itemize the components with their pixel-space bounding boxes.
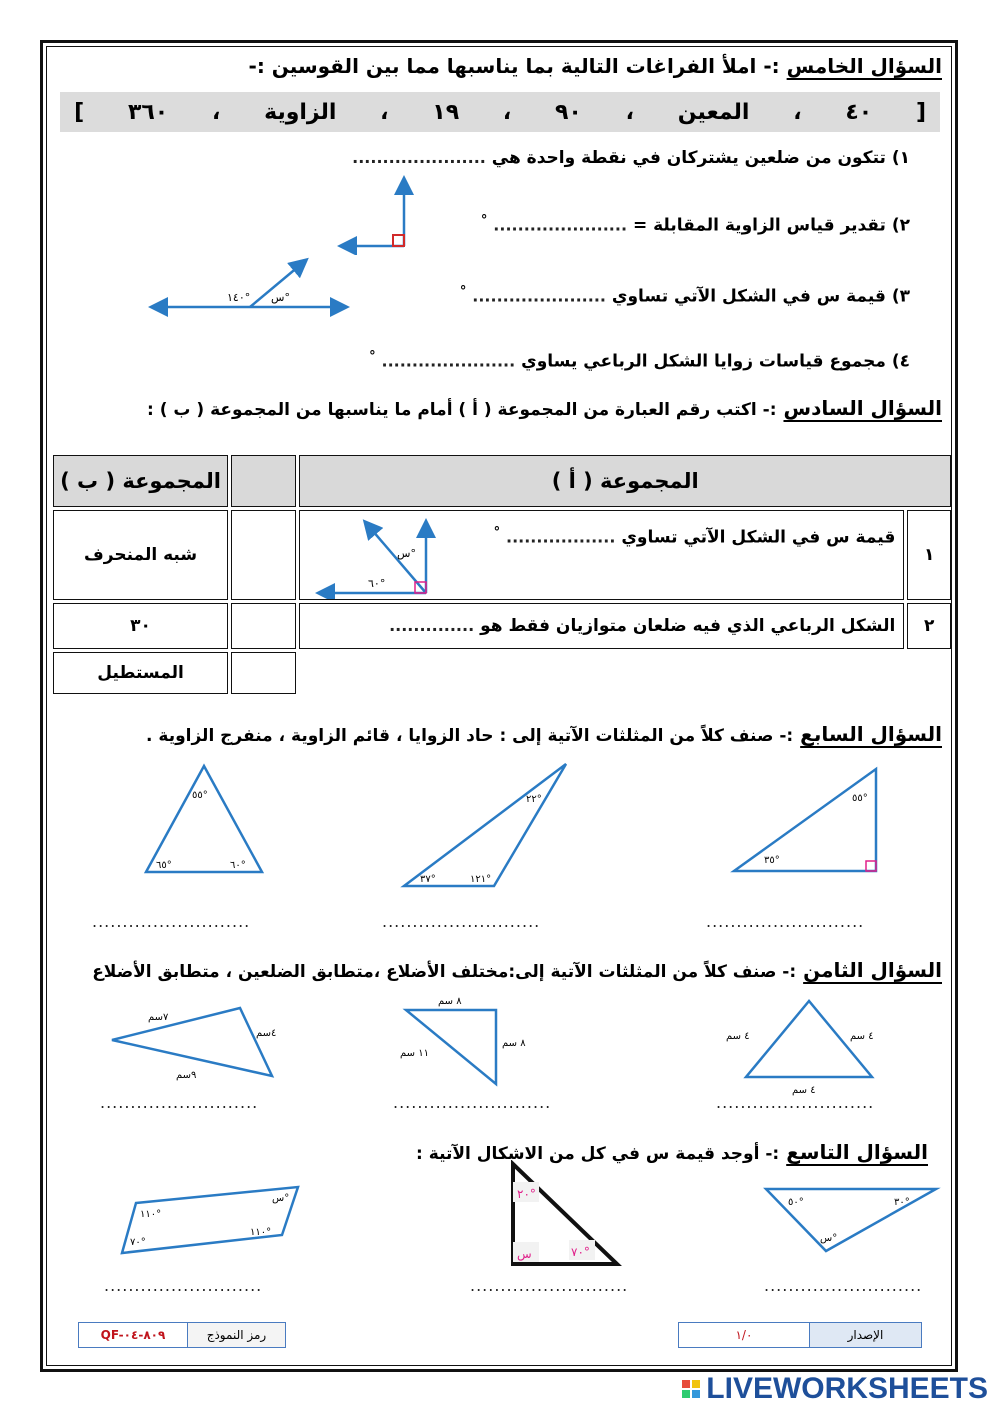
q6-title: السؤال السادس: [783, 396, 942, 420]
choice-item: ٣٦٠: [127, 99, 169, 125]
q9-blank-1[interactable]: ..........................: [104, 1276, 263, 1295]
page-inner-border: [46, 46, 952, 1366]
side-label: ٧سم: [148, 1012, 169, 1023]
version-label: الإصدار: [810, 1323, 921, 1347]
angle-label: ١١٠°: [140, 1209, 162, 1220]
choice-item: الزاوية: [264, 99, 337, 125]
row-blank: ..............: [389, 616, 475, 635]
angle-label: ٣٥°: [764, 855, 780, 866]
choice-sep: ،: [625, 99, 634, 125]
angle-140-figure: [145, 255, 360, 320]
choice-item: ٩٠: [555, 99, 582, 125]
answer-blank-2[interactable]: ......................: [493, 215, 628, 235]
item-number: ٤): [891, 351, 910, 372]
empty-cell: [299, 652, 951, 694]
q9-heading: [416, 1140, 928, 1164]
logo-icon: [682, 1380, 700, 1398]
side-label: ٤ سم: [792, 1085, 816, 1096]
header-empty: [231, 455, 296, 507]
item-number: ١): [891, 148, 910, 168]
q7-title: السؤال السابع: [800, 722, 942, 746]
q9-title: السؤال التاسع: [786, 1140, 928, 1164]
side-label: ١١ سم: [400, 1048, 429, 1059]
q5-item-4: [369, 349, 910, 372]
answer-cell-3[interactable]: [231, 652, 296, 694]
q8-triangle-isosceles: [396, 992, 546, 1087]
q5-heading: [249, 54, 942, 78]
bracket-open: [: [915, 99, 926, 125]
item-text: تقدير قياس الزاوية المقابلة =: [632, 215, 886, 236]
row-number-2: ٢: [907, 603, 951, 649]
angle-label: ٥٥°: [192, 790, 208, 801]
label-140: ١٤٠°: [227, 291, 251, 304]
form-code-value: QF-٨٠٩-٠٤: [79, 1323, 188, 1347]
version-box: [678, 1322, 922, 1348]
angle-label: ١٢١°: [470, 874, 492, 885]
group-b-item-1: شبه المنحرف: [53, 510, 228, 600]
side-label: ٨ سم: [438, 996, 462, 1007]
angle-label: ٧٠°: [571, 1245, 590, 1259]
q8-triangle-equilateral: [722, 995, 897, 1100]
answer-blank-1[interactable]: ......................: [352, 148, 486, 167]
answer-blank-4[interactable]: ......................: [381, 351, 516, 371]
label-x: س°: [397, 547, 417, 560]
group-b-item-2: ٣٠: [53, 603, 228, 649]
q5-title: السؤال الخامس: [786, 54, 942, 78]
group-a-item-2: [299, 603, 904, 649]
angle-label: ١١٠°: [250, 1227, 272, 1238]
angle-label: ٧٠°: [130, 1237, 146, 1248]
liveworksheets-logo: [682, 1372, 988, 1406]
q8-blank-3[interactable]: ..........................: [716, 1093, 875, 1112]
item-text: مجموع قياسات زوايا الشكل الرباعي يساوي: [521, 351, 886, 372]
form-code-label: رمز النموذج: [188, 1323, 285, 1347]
q7-blank-2[interactable]: ..........................: [382, 912, 541, 931]
row-number-1: ١: [907, 510, 951, 600]
degree-sign: °: [493, 525, 501, 540]
side-label: ٨ سم: [502, 1038, 526, 1049]
q7-blank-3[interactable]: ..........................: [706, 912, 865, 931]
q5-item-3: [460, 284, 910, 307]
q7-triangle-obtuse: [398, 760, 573, 890]
item-number: ٣): [891, 286, 910, 307]
q5-choices-bar: [60, 92, 940, 132]
angle-label: س°: [820, 1233, 838, 1244]
q6-heading: [147, 396, 942, 420]
choice-sep: ،: [212, 99, 221, 125]
row-text: الشكل الرباعي الذي فيه ضلعان متوازيان فقط هو: [480, 616, 896, 636]
label-60: ٦٠°: [368, 577, 386, 590]
q8-title: السؤال الثامن: [803, 958, 942, 982]
choice-sep: ،: [502, 99, 512, 125]
angle-label: ٣٧°: [420, 874, 436, 885]
choice-item: ١٩: [432, 99, 460, 125]
logo-text: LIVEWORKSHEETS: [706, 1372, 988, 1405]
degree-sign: °: [369, 349, 376, 364]
q7-triangle-right: [728, 765, 883, 875]
q5-item-1: [352, 148, 910, 168]
q5-instruction: :- املأ الفراغات التالية بما يناسبها مما بين القوسين :-: [248, 54, 780, 78]
form-code-box: [78, 1322, 286, 1348]
side-label: ٤ سم: [726, 1031, 750, 1042]
q9-blank-3[interactable]: ..........................: [764, 1276, 923, 1295]
item-number: ٢): [891, 215, 910, 236]
answer-cell-1[interactable]: [231, 510, 296, 600]
q9-blank-2[interactable]: ..........................: [470, 1276, 629, 1295]
q8-heading: [92, 958, 942, 982]
degree-sign: °: [459, 284, 467, 299]
item-text: تتكون من ضلعين يشتركان في نقطة واحدة هي: [491, 148, 886, 168]
choice-sep: ،: [793, 99, 802, 125]
q9-triangle-1: [760, 1183, 945, 1258]
header-group-a: المجموعة ( أ ): [299, 455, 951, 507]
q8-triangle-scalene: [108, 1002, 288, 1087]
version-value: ١/٠: [679, 1323, 810, 1347]
q7-heading: [146, 722, 942, 746]
q7-triangle-acute: [140, 760, 270, 880]
angle-label: ٢٢°: [526, 794, 542, 805]
item-text: قيمة س في الشكل الآتي تساوي: [611, 286, 886, 307]
choice-item: ٤٠: [845, 99, 873, 125]
q8-instruction: :- صنف كلاً من المثلثات الآتية إلى:مختلف الأضلاع ،متطابق الضلعين ، متطابق الأضلاع: [92, 962, 797, 982]
q9-parallelogram: [118, 1183, 308, 1258]
q8-blank-2[interactable]: ..........................: [393, 1093, 552, 1112]
angle-label: س°: [272, 1193, 290, 1204]
matching-table: [50, 452, 954, 697]
angle-label: ٦٥°: [156, 860, 172, 871]
q8-blank-1[interactable]: ..........................: [100, 1093, 259, 1112]
answer-cell-2[interactable]: [231, 603, 296, 649]
row-text: قيمة س في الشكل الآتي تساوي: [621, 527, 896, 548]
row-blank: ..................: [505, 527, 616, 547]
q5-item-2: [481, 213, 910, 236]
angle-label: ٥٠°: [788, 1197, 804, 1208]
q7-instruction: :- صنف كلاً من المثلثات الآتية إلى : حاد الزوايا ، قائم الزاوية ، منفرج الزاوية .: [146, 726, 794, 746]
angle-label: ٢٠°: [517, 1187, 536, 1201]
q9-instruction: :- أوجد قيمة س في كل من الاشكال الآتية :: [416, 1144, 780, 1164]
label-x: س°: [271, 291, 290, 304]
right-angle-figure: [330, 170, 420, 255]
group-a-item-1: [299, 510, 904, 600]
bracket-close: ]: [74, 99, 85, 125]
degree-sign: °: [480, 213, 488, 228]
angle-label: س: [517, 1247, 532, 1261]
angle-label: ٦٠°: [230, 860, 246, 871]
choice-item: المعين: [677, 99, 750, 125]
choice-sep: ،: [380, 99, 389, 125]
q7-blank-1[interactable]: ..........................: [92, 912, 251, 931]
angle-label: ٣٠°: [894, 1197, 910, 1208]
side-label: ٤ سم: [850, 1031, 874, 1042]
group-b-item-3: المستطيل: [53, 652, 228, 694]
side-label: ٤سم: [256, 1028, 277, 1039]
header-group-b: المجموعة ( ب ): [53, 455, 228, 507]
side-label: ٩سم: [176, 1070, 197, 1081]
angle-label: ٥٥°: [852, 793, 868, 804]
q6-instruction: :- اكتب رقم العبارة من المجموعة ( أ ) أمام ما يناسبها من المجموعة ( ب ) :: [147, 400, 777, 420]
angle-60-figure: [314, 517, 439, 599]
answer-blank-3[interactable]: ......................: [472, 286, 606, 306]
q9-triangle-2: [505, 1160, 625, 1270]
